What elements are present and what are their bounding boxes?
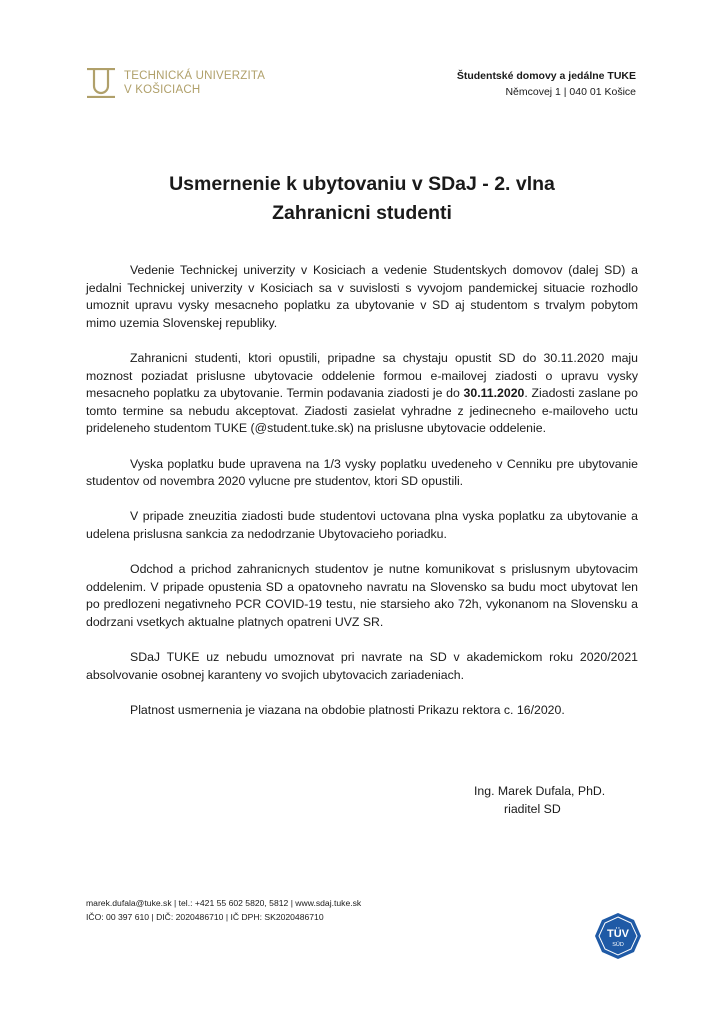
deadline-date: 30.11.2020 bbox=[463, 386, 525, 401]
tuv-badge-icon bbox=[594, 912, 642, 960]
title-line-1: Usmernenie k ubytovaniu v SDaJ - 2. vlna bbox=[169, 173, 555, 195]
logo-line-1: TECHNICKÁ UNIVERZITA bbox=[124, 70, 266, 82]
university-logo bbox=[86, 68, 265, 98]
paragraph-3: Vyska poplatku bude upravena na 1/3 vysky poplatku uvedeneho v Cenniku pre ubytovanie studentov od novembra 2020 vylucne pre studentov, ktori SD opustili. bbox=[86, 456, 638, 489]
organization-name: Študentské domovy a jedálne TUKE bbox=[456, 70, 636, 82]
footer-contact: marek.dufala@tuke.sk | tel.: +421 55 602 5820, 5812 | www.sdaj.tuke.sk bbox=[86, 898, 362, 908]
badge-subtext: SÜD bbox=[612, 942, 624, 948]
paragraph-6: SDaJ TUKE uz nebudu umoznovat pri navrate na SD v akademickom roku 2020/2021 absolvovanie osobnej karanteny vo svojich ubytovacich zariadeniach. bbox=[86, 650, 638, 682]
paragraph-2-part-a: Zahranicni studenti, ktori opustili, pripadne sa chystaju opustit SD do 30.11.2020 maju moznost poziadat prislusne ubytovacie oddelenie formou e-mailovej ziadosti o upravu vysky mesacneho poplatku za ubytovanie. Termin podavania ziadosti je do bbox=[86, 350, 638, 401]
paragraph-4: V pripade zneuzitia ziadosti bude studentovi uctovana plna vyska poplatku za ubytovanie a udelena prislusna sankcia za nedodrzanie Ubytovacieho poriadku. bbox=[86, 509, 638, 541]
tuke-logo-icon bbox=[86, 68, 116, 98]
footer bbox=[86, 897, 361, 924]
signatory-role: riaditel SD bbox=[504, 802, 561, 816]
title-line-2: Zahranicni studenti bbox=[272, 202, 452, 224]
paragraph-7: Platnost usmernenia je viazana na obdobie platnosti Prikazu rektora c. 16/2020. bbox=[130, 702, 565, 717]
tuv-certification-badge bbox=[594, 912, 642, 965]
paragraph-1: Vedenie Technickej univerzity v Kosiciach a vedenie Studentskych domovov (dalej SD) a jedalni Technickej univerzity v Kosiciach sa v suvislosti s vyvojom pandemickej situacie rozhodlo umoznit upravu vysky mesacneho poplatku za ubytovanie v SD aj studentom s trvalym pobytom mimo uzemia Slovenskej republiky. bbox=[86, 263, 638, 330]
document-title bbox=[0, 170, 724, 228]
badge-text: TÜV bbox=[607, 928, 629, 940]
document-body bbox=[86, 262, 638, 719]
logo-line-2: V KOŠICIACH bbox=[124, 84, 201, 96]
paragraph-5: Odchod a prichod zahranicnych studentov je nutne komunikovat s prislusnym ubytovacim oddelenim. V pripade opustenia SD a opatovneho navratu na Slovensko sa budu moct ubytovat len po predlozeni negativneho PCR COVID-19 testu, nie starsieho ako 72h, vykonanom na Slovensku a dodrzani vsetkych aktualne platnych opatreni UVZ SR. bbox=[86, 562, 638, 629]
signature-block bbox=[474, 782, 605, 818]
organization-block bbox=[457, 68, 636, 100]
paragraph-2 bbox=[86, 350, 638, 438]
paragraph-2-part-b: . Ziadosti zaslane po tomto termine sa nebudu akceptovat. Ziadosti zasielat vyhradne z jedinecneho e-mailoveho uctu prideleneho studentom TUKE (@student.tuke.sk) na prislusne ubytovacie oddelenie. bbox=[86, 386, 638, 436]
footer-ids: IČO: 00 397 610 | DIČ: 2020486710 | IČ DPH: SK2020486710 bbox=[86, 911, 324, 922]
signatory-name: Ing. Marek Dufala, PhD. bbox=[474, 784, 606, 798]
organization-address: Němcovej 1 | 040 01 Košice bbox=[505, 86, 636, 98]
